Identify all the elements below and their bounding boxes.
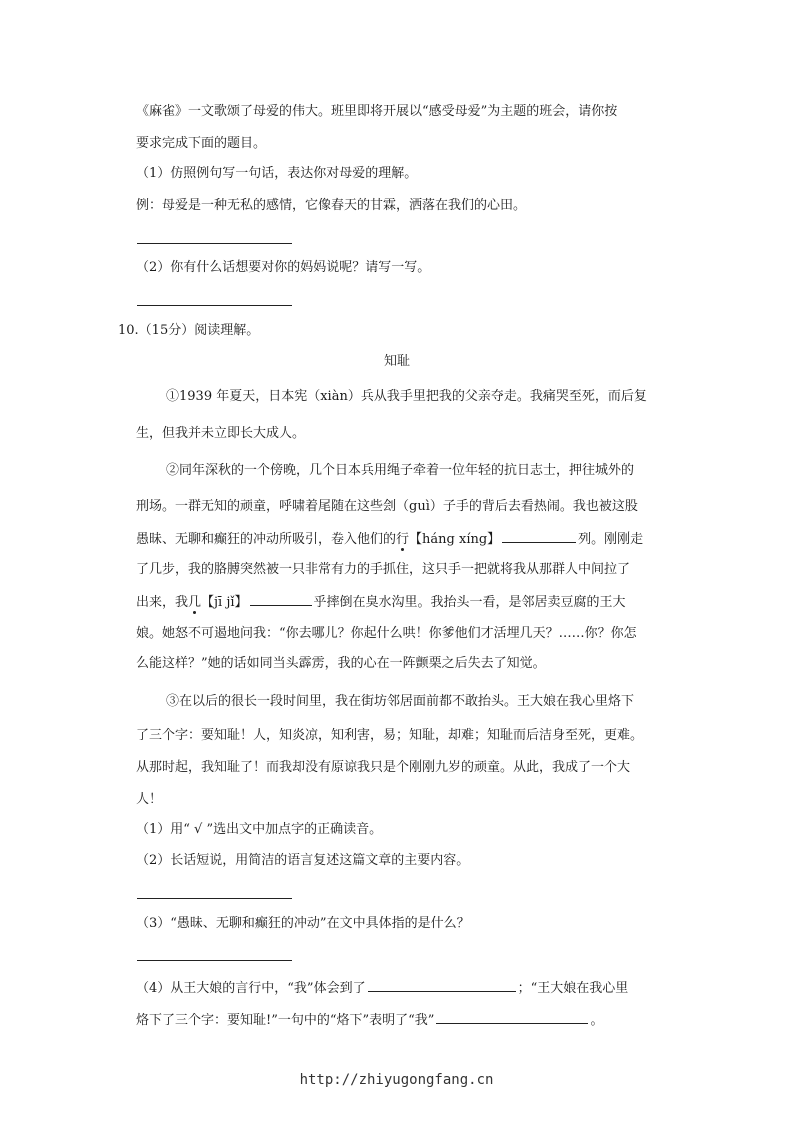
paragraph-3-line-2: 了三个字：要知耻！人，知炎凉，知利害，易；知耻，却难；知耻而后洁身至死，更难。 (136, 728, 644, 743)
paragraph-3-line-3: 从那时起，我知耻了！而我却没有原谅我只是个刚刚九岁的顽童。从此，我成了一个大 (136, 760, 631, 775)
paragraph-2-line-4: 了几步，我的胳膊突然被一只非常有力的手抓住，这只手一把就将我从那群人中间拉了 (136, 562, 631, 577)
paragraph-2-line-3-text-b: 列。刚刚走 (578, 532, 644, 547)
sub-question-4-text-d: 。 (590, 1013, 604, 1028)
intro-line-1: 《麻雀》一文歌颂了母爱的伟大。班里即将开展以“感受母爱”为主题的班会，请你按 (136, 104, 618, 119)
sub-question-3: （3）“愚昧、无聊和癫狂的冲动”在文中具体指的是什么？ (136, 916, 470, 931)
sub-question-1: （1）用“ √ ”选出文中加点字的正确读音。 (136, 822, 383, 837)
intro-line-2: 要求完成下面的题目。 (136, 136, 267, 151)
question-2-prompt: （2）你有什么话想要对你的妈妈说呢？请写一写。 (136, 260, 431, 275)
paragraph-1-line-1: ①1939 年夏天，日本宪（xiàn）兵从我手里把我的父亲夺走。我痛哭至死，而后复 (166, 389, 647, 404)
paragraph-2-line-1: ②同年深秋的一个傍晚，几个日本兵用绳子牵着一位年轻的抗日志士，押往城外的 (166, 463, 635, 478)
answer-line-q1[interactable] (137, 243, 292, 244)
paragraph-2-line-3 (136, 529, 643, 548)
passage-title: 知耻 (384, 354, 411, 369)
paragraph-2-line-6: 娘。她怒不可遏地问我：“你去哪儿？你起什么哄！你爹他们才活埋几天？……你？你怎 (136, 626, 637, 641)
paragraph-1-line-2: 生，但我并未立即长大成人。 (136, 426, 306, 441)
pinyin-options-hang: 【háng xíng】 (409, 532, 501, 547)
paragraph-2-line-5-text-b: 乎摔倒在臭水沟里。我抬头一看，是邻居卖豆腐的王大 (313, 595, 626, 610)
paragraph-2-line-3-text-a: 愚昧、无聊和癫狂的冲动所吸引，卷入他们的 (136, 532, 397, 547)
answer-blank-sub-4-b[interactable] (436, 1010, 588, 1024)
sub-question-4-text-c: 烙下了三个字：要知耻!”一句中的“烙下”表明了“我” (136, 1013, 435, 1028)
paragraph-2-line-5-text-a: 出来，我 (136, 595, 189, 610)
example-sentence: 例：母爱是一种无私的感情，它像春天的甘霖，洒落在我们的心田。 (136, 198, 527, 213)
answer-line-sub-3[interactable] (137, 960, 292, 961)
sub-question-4-text-b: ；“王大娘在我心里 (517, 981, 629, 996)
sub-question-4-line-1 (136, 978, 628, 997)
sub-question-4-line-2 (136, 1010, 603, 1029)
sub-question-2: （2）长话短说，用简洁的语言复述这篇文章的主要内容。 (136, 853, 470, 868)
paragraph-2-line-7: 么能这样？”她的话如同当头霹雳，我的心在一阵颤栗之后失去了知觉。 (136, 656, 546, 671)
answer-blank-hang[interactable] (502, 529, 576, 543)
question-1-prompt: （1）仿照例句写一句话，表达你对母爱的理解。 (136, 166, 418, 181)
question-10-header: 10.（15分）阅读理解。 (118, 323, 260, 338)
answer-blank-sub-4-a[interactable] (368, 978, 516, 992)
dotted-char-hang: 行 (396, 532, 410, 547)
paragraph-2-line-5 (136, 592, 626, 611)
answer-line-q2[interactable] (137, 305, 292, 306)
paragraph-3-line-1: ③在以后的很长一段时间里，我在街坊邻居面前都不敢抬头。王大娘在我心里烙下 (166, 694, 635, 709)
answer-line-sub-2[interactable] (137, 898, 292, 899)
paragraph-2-line-2: 刑场。一群无知的顽童，呼啸着尾随在这些刽（guì）子手的背后去看热闹。我也被这股 (136, 499, 638, 514)
sub-question-4-text-a: （4）从王大娘的言行中，“我”体会到了 (136, 981, 366, 996)
paragraph-3-line-4: 人！ (136, 792, 163, 807)
pinyin-options-ji: 【jī jǐ】 (201, 595, 248, 610)
footer-url[interactable]: http://zhiyugongfang.cn (299, 1072, 494, 1088)
answer-blank-ji[interactable] (250, 592, 312, 606)
dotted-char-ji: 几 (188, 595, 202, 610)
